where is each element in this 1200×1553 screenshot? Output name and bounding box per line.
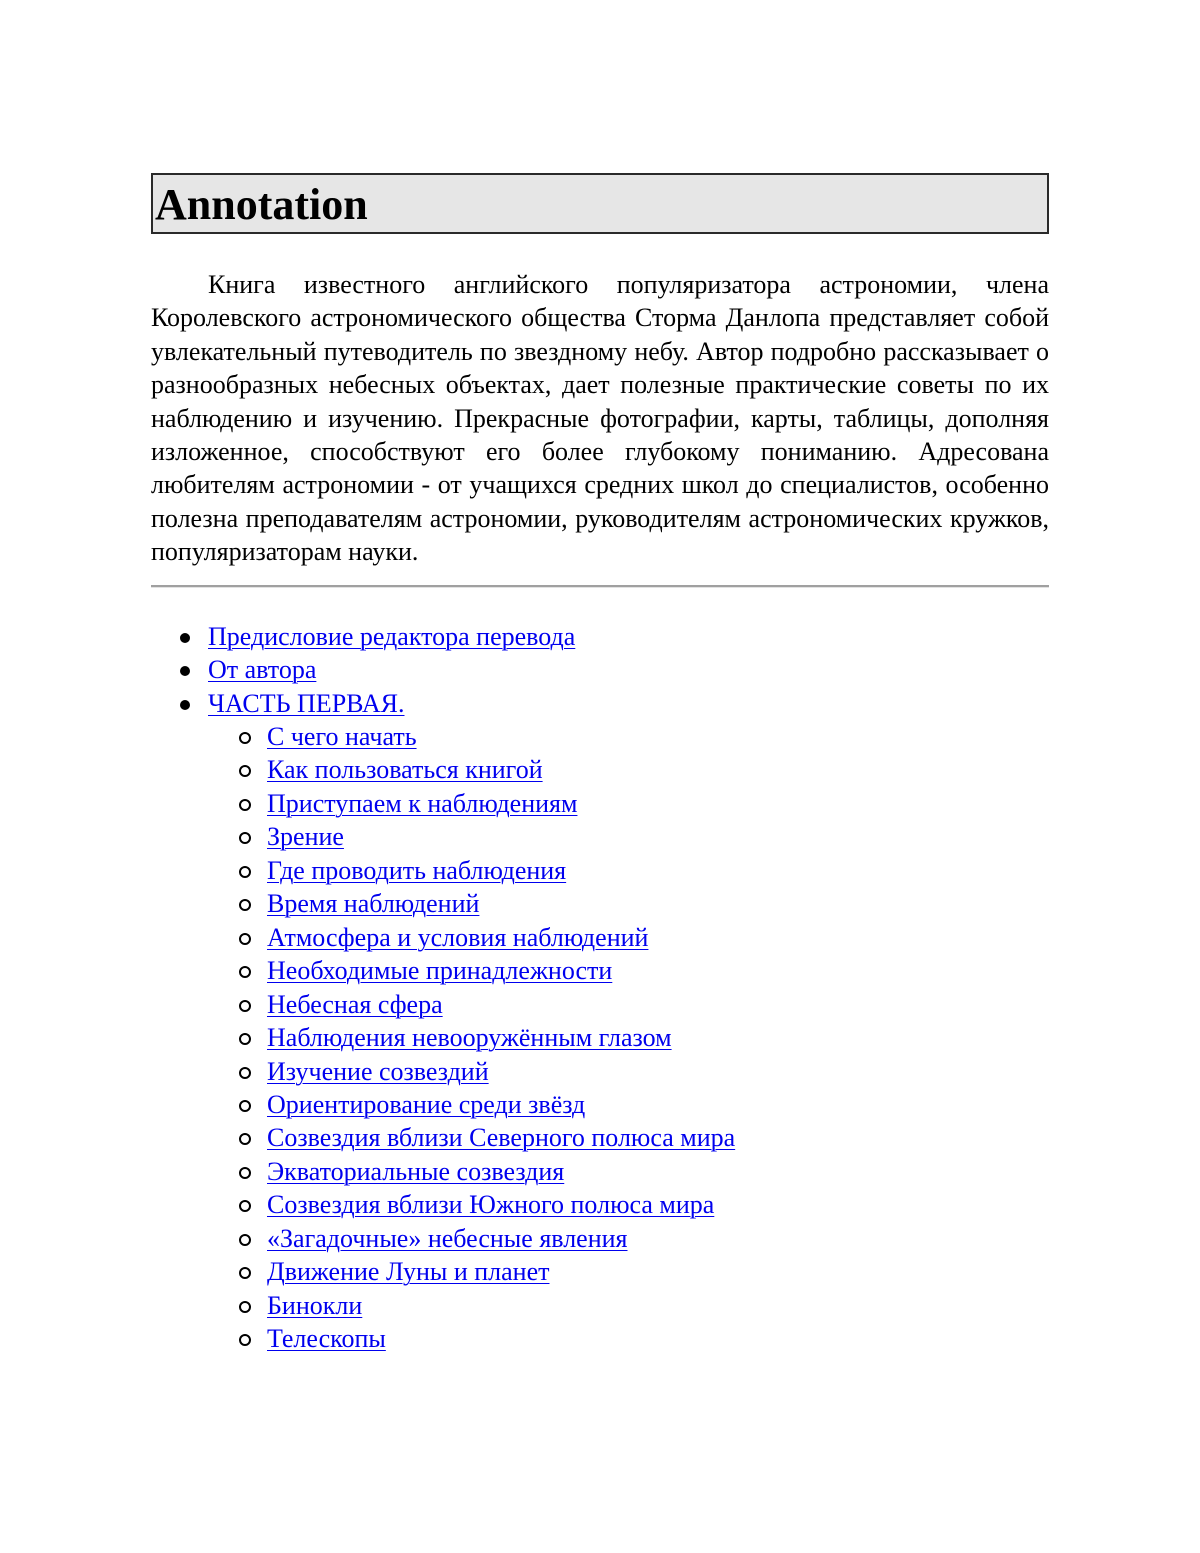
toc-subitem [208,1188,1049,1221]
circle-bullet-icon [239,1033,251,1045]
toc-item [151,687,1049,1356]
circle-bullet-icon [239,1267,251,1279]
circle-bullet-icon [239,1133,251,1145]
toc-subitem [208,1155,1049,1188]
toc-sublink[interactable]: Созвездия вблизи Северного полюса мира [267,1123,736,1153]
circle-bullet-icon [239,732,251,744]
toc-subitem [208,720,1049,753]
circle-bullet-icon [239,1067,251,1079]
toc-link[interactable]: От автора [208,655,317,685]
toc-sublink[interactable]: Где проводить наблюдения [267,855,567,885]
toc-sublink[interactable]: Ориентирование среди звёзд [267,1090,586,1119]
circle-bullet-icon [239,832,251,844]
toc-sublink[interactable]: «Загадочные» небесные явления [267,1223,628,1253]
circle-bullet-icon [239,1200,251,1212]
annotation-paragraph: Книга известного английского популяризатора астрономии, члена Королевского астрономического общества Сторма Данлопа представляет собой увлекательный путеводитель по звездному небу. Автор подробно рассказывает о разнообразных небесных объектах, дает полезные практические советы по их наблюдению и изучению. Прекрасные фотографии, карты, таблицы, дополняя изложенное, способствуют его более глубокому пониманию. Адресована любителям астрономии - от учащихся средних школ до специалистов, особенно полезна преподавателям астрономии, руководителям астрономических кружков, популяризаторам науки. [151,270,1049,567]
circle-bullet-icon [239,866,251,878]
page-title: Annotation [155,180,368,229]
circle-bullet-icon [239,933,251,945]
toc-item [151,653,1049,686]
toc-subitem [208,887,1049,920]
toc-sublink[interactable]: Приступаем к наблюдениям [267,788,578,818]
circle-bullet-icon [239,799,251,811]
toc-item [151,620,1049,653]
toc-subitem [208,1322,1049,1355]
toc-sublink[interactable]: Бинокли [267,1290,363,1320]
toc-sublist [208,720,1049,1356]
toc-sublink[interactable]: Наблюдения невооружённым глазом [267,1023,672,1053]
circle-bullet-icon [239,1334,251,1346]
toc-subitem [208,1289,1049,1322]
toc-subitem [208,1222,1049,1255]
toc-sublink[interactable]: Зрение [267,822,344,852]
toc-sublink[interactable]: Как пользоваться книгой [267,755,543,785]
horizontal-rule [151,585,1049,588]
toc-sublink[interactable]: Телескопы [267,1324,386,1354]
disc-bullet-icon [180,666,190,676]
toc-sublink[interactable]: Изучение созвездий [267,1056,489,1086]
circle-bullet-icon [239,966,251,978]
toc-subitem [208,988,1049,1021]
toc-subitem [208,921,1049,954]
circle-bullet-icon [239,899,251,911]
toc-subitem [208,820,1049,853]
circle-bullet-icon [239,1100,251,1112]
toc-sublink[interactable]: Время наблюдений [267,889,480,919]
toc-subitem [208,787,1049,820]
toc-subitem [208,1055,1049,1088]
circle-bullet-icon [239,1000,251,1012]
toc-sublink[interactable]: Движение Луны и планет [267,1257,550,1287]
toc-sublink[interactable]: Небесная сфера [267,989,443,1019]
toc-subitem [208,753,1049,786]
toc-sublink[interactable]: Созвездия вблизи Южного полюса мира [267,1190,715,1220]
table-of-contents [151,620,1049,1356]
toc-link[interactable]: ЧАСТЬ ПЕРВАЯ. [208,688,405,718]
circle-bullet-icon [239,1234,251,1246]
toc-subitem [208,954,1049,987]
circle-bullet-icon [239,1301,251,1313]
title-box [151,173,1049,234]
toc-subitem [208,1021,1049,1054]
toc-subitem [208,1255,1049,1288]
toc-subitem [208,1088,1049,1121]
document-page [151,173,1049,1356]
disc-bullet-icon [180,633,190,643]
toc-link[interactable]: Предисловие редактора перевода [208,621,576,651]
toc-sublink[interactable]: Экваториальные созвездия [267,1156,565,1186]
toc-sublink[interactable]: С чего начать [267,722,417,752]
toc-subitem [208,1121,1049,1154]
toc-sublink[interactable]: Атмосфера и условия наблюдений [267,922,649,952]
circle-bullet-icon [239,1167,251,1179]
toc-subitem [208,854,1049,887]
toc-sublink[interactable]: Необходимые принадлежности [267,956,613,986]
disc-bullet-icon [180,700,190,710]
circle-bullet-icon [239,765,251,777]
